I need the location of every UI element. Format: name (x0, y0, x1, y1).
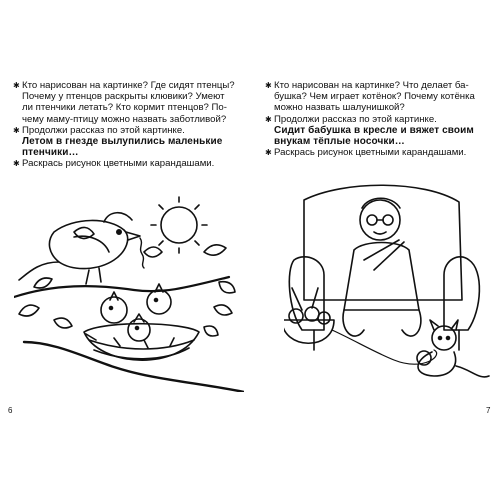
line-text: птенчики… (22, 147, 79, 159)
bullet-icon: ✱ (13, 159, 20, 169)
line-text: бушка? Чем играет котёнок? Почему котёнка (274, 91, 475, 103)
page-number-left: 6 (8, 406, 13, 415)
line-text: Кто нарисован на картинке? Где сидят птенцы? (22, 80, 235, 91)
line-text: Сидит бабушка в кресле и вяжет своим (274, 124, 474, 136)
text-line (274, 102, 500, 113)
text-line (22, 114, 248, 125)
text-line (265, 80, 500, 91)
line-text: чему маму-птицу можно назвать заботливой? (22, 113, 227, 125)
text-line (13, 124, 248, 136)
armchair (289, 185, 479, 350)
line-text: Летом в гнезде вылупились маленькие (22, 136, 223, 148)
line-text: ли птенчики летать? Кто кормит птенцов? По- (22, 102, 227, 114)
left-page-text (13, 80, 248, 170)
line-text: можно назвать шалунишкой? (274, 102, 405, 114)
grandmother (343, 198, 421, 336)
text-line (13, 80, 248, 91)
text-line (22, 102, 248, 113)
line-text: Продолжи рассказ по этой картинке. (22, 124, 185, 136)
text-line (265, 147, 500, 159)
text-line (274, 136, 500, 147)
kitten (417, 320, 489, 377)
line-text: Кто нарисован на картинке? Что делает ба- (274, 80, 469, 91)
page-number-right: 7 (486, 406, 491, 415)
text-line (22, 91, 248, 102)
line-text: внукам тёплые носочки… (274, 136, 405, 148)
line-text: Раскрась рисунок цветными карандашами. (22, 158, 215, 170)
text-line (22, 136, 248, 147)
sun-icon (151, 197, 207, 253)
bullet-icon: ✱ (13, 81, 20, 90)
grandmother-knitting-illustration (284, 180, 494, 390)
chicks (101, 284, 171, 341)
yarn-basket (284, 288, 334, 343)
right-page (250, 0, 500, 500)
line-text: Раскрась рисунок цветными карандашами. (274, 147, 467, 159)
line-text: Продолжи рассказ по этой картинке. (274, 113, 437, 125)
text-line (22, 147, 248, 158)
text-line (274, 91, 500, 102)
bullet-icon: ✱ (265, 114, 272, 124)
bullet-icon: ✱ (265, 81, 272, 90)
text-line (13, 158, 248, 170)
right-page-text (265, 80, 500, 159)
bullet-icon: ✱ (265, 148, 272, 158)
mother-bird (19, 213, 140, 284)
bullet-icon: ✱ (13, 125, 20, 135)
birds-nest-illustration (14, 192, 244, 392)
text-line (265, 113, 500, 125)
text-line (274, 125, 500, 136)
nest (84, 324, 199, 360)
line-text: Почему у птенцов раскрыты клювики? Умеют (22, 91, 225, 103)
